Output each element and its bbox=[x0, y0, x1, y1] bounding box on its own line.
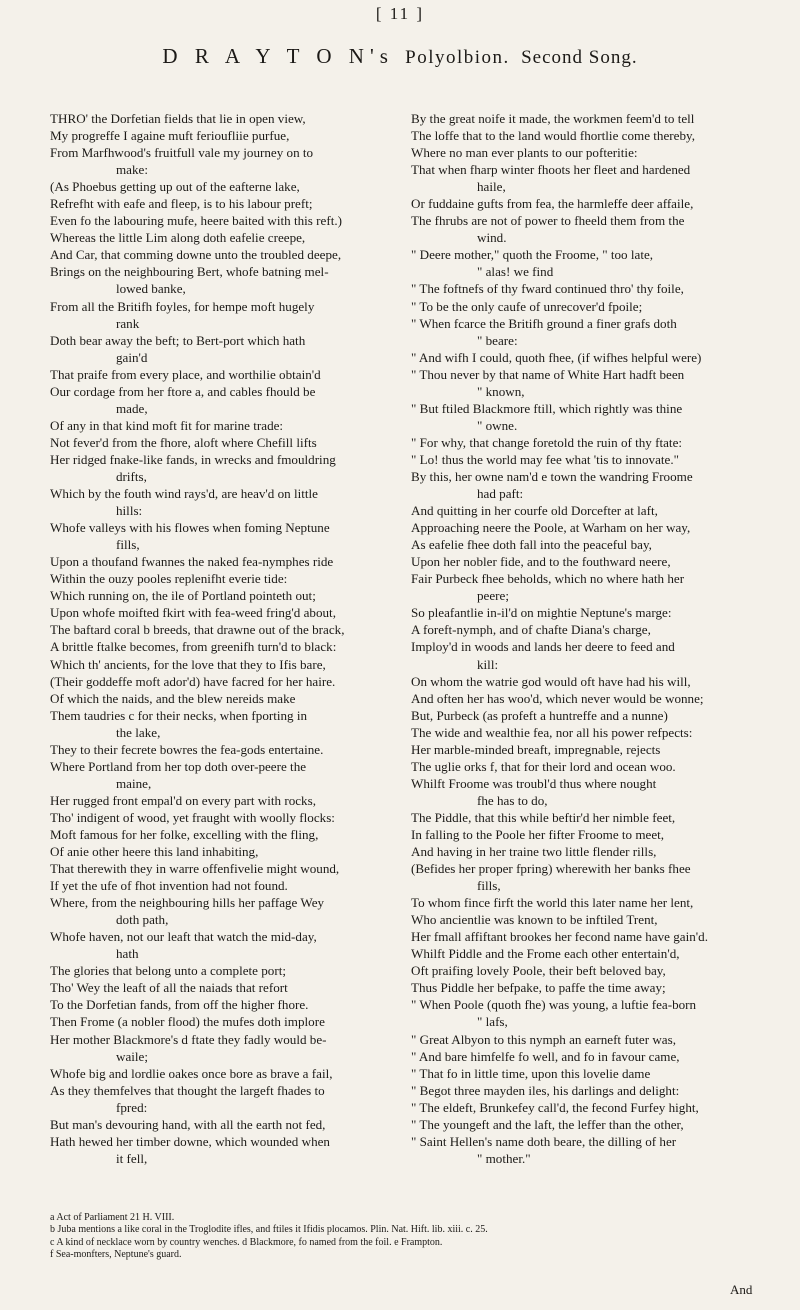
verse-line: In falling to the Poole her fifter Froome to meet, bbox=[411, 826, 665, 842]
verse-line: peere; bbox=[477, 588, 509, 604]
verse-line: fpred: bbox=[116, 1099, 148, 1115]
verse-line: Her ridged fnake-like fands, in wrecks and fmouldring bbox=[50, 451, 336, 467]
verse-line: A foreft-nymph, and of chafte Diana's charge, bbox=[411, 622, 651, 638]
verse-line: " That fo in little time, upon this lovelie dame bbox=[411, 1065, 651, 1081]
verse-line: Doth bear away the beft; to Bert-port which hath bbox=[50, 332, 306, 348]
verse-line: " Lo! thus the world may fee what 'tis to innovate." bbox=[411, 451, 679, 467]
verse-line: Approaching neere the Poole, at Warham on her way, bbox=[411, 520, 691, 536]
verse-line: " For why, that change foretold the ruin of thy ftate: bbox=[411, 434, 683, 450]
verse-line: fills, bbox=[477, 878, 501, 894]
verse-line: the lake, bbox=[116, 724, 161, 740]
verse-line: " alas! we find bbox=[477, 264, 554, 280]
verse-line: From Marfhwood's fruitfull vale my journey on to bbox=[50, 145, 314, 161]
verse-line: " mother." bbox=[477, 1150, 531, 1166]
verse-line: But, Purbeck (as profeft a huntreffe and a nunne) bbox=[411, 707, 668, 723]
verse-line: " And bare himfelfe fo well, and fo in favour came, bbox=[411, 1048, 680, 1064]
verse-line: Which th' ancients, for the love that they to Ifis bare, bbox=[50, 656, 326, 672]
verse-line: To whom fince firft the world this later name her lent, bbox=[411, 895, 694, 911]
verse-line: If yet the ufe of fhot invention had not found. bbox=[50, 878, 288, 894]
verse-line: And often her has woo'd, which never would be wonne; bbox=[411, 690, 704, 706]
verse-line: THRO' the Dorfetian fields that lie in open view, bbox=[50, 111, 306, 126]
footnote-line: b Juba mentions a like coral in the Troglodite ifles, and ftiles it Ifidis plocamos. Plin. Nat. Hift. lib. xiii. c. 25. bbox=[50, 1224, 488, 1236]
verse-line: They to their fecrete bowres the fea-gods entertaine. bbox=[50, 741, 324, 757]
verse-line: Hath hewed her timber downe, which wounded when bbox=[50, 1133, 330, 1149]
page-number: [ 11 ] bbox=[375, 4, 425, 23]
verse-line: The wide and wealthie fea, nor all his power refpects: bbox=[411, 724, 693, 740]
verse-line: Not fever'd from the fhore, aloft where Chefill lifts bbox=[50, 434, 317, 450]
verse-line: Her rugged front empal'd on every part with rocks, bbox=[50, 792, 316, 808]
verse-line: drifts, bbox=[116, 468, 147, 484]
running-title-song: Second Song. bbox=[521, 47, 638, 68]
verse-line: waile; bbox=[116, 1048, 148, 1064]
verse-line: That therewith they in warre offenfivelie might wound, bbox=[50, 861, 340, 877]
footnote-line: f Sea-monfters, Neptune's guard. bbox=[50, 1249, 182, 1261]
verse-line: Who ancientlie was known to be inftiled Trent, bbox=[411, 912, 658, 928]
verse-line: Imploy'd in woods and lands her deere to feed and bbox=[411, 639, 675, 655]
verse-line: Upon whofe moifted fkirt with fea-weed fring'd about, bbox=[50, 605, 336, 621]
verse-line: Brings on the neighbouring Bert, whofe batning mel- bbox=[50, 264, 329, 280]
verse-line: fills, bbox=[116, 537, 140, 553]
verse-line: " When fcarce the Britifh ground a finer grafs doth bbox=[411, 315, 677, 331]
verse-line: Upon her nobler fide, and to the fouthward neere, bbox=[411, 554, 671, 570]
running-title-work: Polyolbion. bbox=[405, 47, 510, 68]
verse-line: Them taudries c for their necks, when fporting in bbox=[50, 707, 308, 723]
verse-line: " owne. bbox=[477, 417, 518, 433]
verse-line: had paft: bbox=[477, 486, 524, 502]
verse-line: (As Phoebus getting up out of the eafterne lake, bbox=[50, 179, 300, 195]
verse-line: Her fmall affiftant brookes her fecond name have gain'd. bbox=[411, 929, 708, 945]
verse-line: Whilft Piddle and the Frome each other entertain'd, bbox=[411, 946, 680, 962]
verse-line: Thus Piddle her befpake, to paffe the time away; bbox=[411, 980, 666, 996]
verse-line: Upon a thoufand fwannes the naked fea-nymphes ride bbox=[50, 554, 334, 570]
verse-line: The baftard coral b breeds, that drawne out of the brack, bbox=[50, 622, 345, 638]
verse-line: Of which the naids, and the blew nereids make bbox=[50, 690, 296, 706]
verse-line: " Thou never by that name of White Hart hadft been bbox=[411, 366, 685, 382]
verse-line: " Great Albyon to this nymph an earneft futer was, bbox=[411, 1031, 676, 1047]
catchword: And bbox=[730, 1282, 753, 1297]
verse-line: " The youngeft and the laft, the leffer than the other, bbox=[411, 1116, 684, 1132]
verse-line: Our cordage from her ftore a, and cables fhould be bbox=[50, 383, 316, 399]
verse-line: Within the ouzy pooles replenifht everie tide: bbox=[50, 571, 288, 587]
verse-line: " But ftiled Blackmore ftill, which rightly was thine bbox=[411, 400, 683, 416]
verse-line: fhe has to do, bbox=[477, 792, 548, 808]
verse-line: The Piddle, that this while beftir'd her nimble feet, bbox=[411, 809, 676, 825]
verse-line: As eafelie fhee doth fall into the peaceful bay, bbox=[411, 537, 652, 553]
verse-line: And having in her traine two little flender rills, bbox=[411, 844, 657, 860]
verse-line: Where no man ever plants to our pofteritie: bbox=[411, 145, 638, 161]
verse-line: Where Portland from her top doth over-peere the bbox=[50, 758, 307, 774]
verse-line: kill: bbox=[477, 656, 499, 672]
verse-line: Of anie other heere this land inhabiting, bbox=[50, 844, 259, 860]
verse-line: That praife from every place, and worthilie obtain'd bbox=[50, 366, 321, 382]
verse-line: " The foftnefs of thy fward continued thro' thy foile, bbox=[411, 281, 684, 297]
verse-line: Whofe haven, not our leaft that watch the mid-day, bbox=[50, 929, 317, 945]
verse-line: " Saint Hellen's name doth beare, the dilling of her bbox=[411, 1133, 677, 1149]
verse-line: Whilft Froome was troubl'd thus where nought bbox=[411, 775, 657, 791]
running-title-author: D R A Y T O N's bbox=[162, 44, 394, 68]
verse-line: made, bbox=[116, 400, 148, 416]
footnote-line: c A kind of necklace worn by country wenches. d Blackmore, fo named from the foil. e Frampton. bbox=[50, 1236, 443, 1248]
verse-line: Whereas the little Lim along doth eafelie creepe, bbox=[50, 230, 306, 246]
verse-line: " Begot three mayden iles, his darlings and delight: bbox=[411, 1082, 680, 1098]
verse-line: Tho' indigent of wood, yet fraught with woolly flocks: bbox=[50, 809, 335, 825]
verse-line: The fhrubs are not of power to fheeld them from the bbox=[411, 213, 685, 229]
verse-line: Where, from the neighbouring hills her paffage Wey bbox=[50, 895, 325, 911]
verse-line: Or fuddaine gufts from fea, the harmleffe deer affaile, bbox=[411, 196, 694, 212]
verse-line: " And wifh I could, quoth fhee, (if wifhes helpful were) bbox=[411, 349, 702, 365]
verse-line: The loffe that to the land would fhortlie come thereby, bbox=[411, 128, 695, 144]
verse-line: On whom the watrie god would oft have had his will, bbox=[411, 673, 691, 689]
verse-line: That when fharp winter fhoots her fleet and hardened bbox=[411, 162, 691, 178]
verse-line: From all the Britifh foyles, for hempe moft hugely bbox=[50, 298, 315, 314]
verse-line: " known, bbox=[477, 383, 525, 399]
verse-line: lowed banke, bbox=[116, 281, 186, 297]
verse-line: Refrefht with eafe and fleep, is to his labour preft; bbox=[50, 196, 313, 212]
verse-line: it fell, bbox=[116, 1150, 148, 1166]
right-text-column bbox=[411, 110, 773, 1167]
verse-line: wind. bbox=[477, 230, 507, 246]
verse-line: Tho' Wey the leaft of all the naiads that refort bbox=[50, 980, 288, 996]
verse-line: " The eldeft, Brunkefey call'd, the fecond Furfey hight, bbox=[411, 1099, 699, 1115]
verse-line: " beare: bbox=[477, 332, 518, 348]
verse-line: Fair Purbeck fhee beholds, which no where hath her bbox=[411, 571, 685, 587]
footnotes bbox=[50, 1212, 780, 1262]
verse-line: " lafs, bbox=[477, 1014, 508, 1030]
verse-line: Which running on, the ile of Portland pointeth out; bbox=[50, 588, 316, 604]
left-text-column bbox=[50, 110, 400, 1167]
verse-line: (Their goddeffe moft ador'd) have facred for her haire. bbox=[50, 673, 336, 689]
verse-line: So pleafantlie in-il'd on mightie Neptune's marge: bbox=[411, 605, 672, 621]
verse-line: By this, her owne nam'd e town the wandring Froome bbox=[411, 468, 693, 484]
verse-line: A brittle ftalke becomes, from greenifh turn'd to black: bbox=[50, 639, 337, 655]
verse-line: haile, bbox=[477, 179, 506, 195]
verse-line: " To be the only caufe of unrecover'd fpoile; bbox=[411, 298, 643, 314]
verse-line: Then Frome (a nobler flood) the mufes doth implore bbox=[50, 1014, 325, 1030]
verse-line: " When Poole (quoth fhe) was young, a luftie fea-born bbox=[411, 997, 697, 1013]
verse-line: Oft praifing lovely Poole, their beft beloved bay, bbox=[411, 963, 666, 979]
verse-line: By the great noife it made, the workmen feem'd to tell bbox=[411, 111, 695, 126]
verse-line: (Befides her proper fpring) wherewith her banks fhee bbox=[411, 861, 691, 877]
verse-line: Which by the fouth wind rays'd, are heav'd on little bbox=[50, 486, 318, 502]
footnote-line: a Act of Parliament 21 H. VIII. bbox=[50, 1212, 175, 1223]
verse-line: And quitting in her courfe old Dorcefter at laft, bbox=[411, 503, 658, 519]
verse-line: Even fo the labouring mufe, heere baited with this reft.) bbox=[50, 213, 342, 229]
verse-line: Whofe valleys with his flowes when foming Neptune bbox=[50, 520, 330, 536]
verse-line: Her marble-minded breaft, impregnable, rejects bbox=[411, 741, 661, 757]
verse-line: Her mother Blackmore's d ftate they fadly would be- bbox=[50, 1031, 327, 1047]
verse-line: rank bbox=[116, 315, 140, 331]
verse-line: make: bbox=[116, 162, 148, 178]
verse-line: hath bbox=[116, 946, 139, 962]
verse-line: And Car, that comming downe unto the troubled deepe, bbox=[50, 247, 342, 263]
verse-line: To the Dorfetian fands, from off the higher fhore. bbox=[50, 997, 309, 1013]
verse-line: hills: bbox=[116, 503, 143, 519]
verse-line: The glories that belong unto a complete port; bbox=[50, 963, 286, 979]
verse-line: My progreffe I againe muft ferioufliie purfue, bbox=[50, 128, 290, 144]
verse-line: The uglie orks f, that for their lord and ocean woo. bbox=[411, 758, 676, 774]
verse-line: " Deere mother," quoth the Froome, " too late, bbox=[411, 247, 654, 263]
verse-line: Moft famous for her folke, excelling with the fling, bbox=[50, 826, 319, 842]
verse-line: gain'd bbox=[116, 349, 148, 365]
verse-line: Of any in that kind moft fit for marine trade: bbox=[50, 417, 284, 433]
verse-line: Whofe big and lordlie oakes once bore as brave a fail, bbox=[50, 1065, 333, 1081]
verse-line: But man's devouring hand, with all the earth not fed, bbox=[50, 1116, 326, 1132]
verse-line: maine, bbox=[116, 775, 152, 791]
verse-line: As they themfelves that thought the largeft fhades to bbox=[50, 1082, 325, 1098]
running-header bbox=[0, 44, 800, 69]
verse-line: doth path, bbox=[116, 912, 169, 928]
